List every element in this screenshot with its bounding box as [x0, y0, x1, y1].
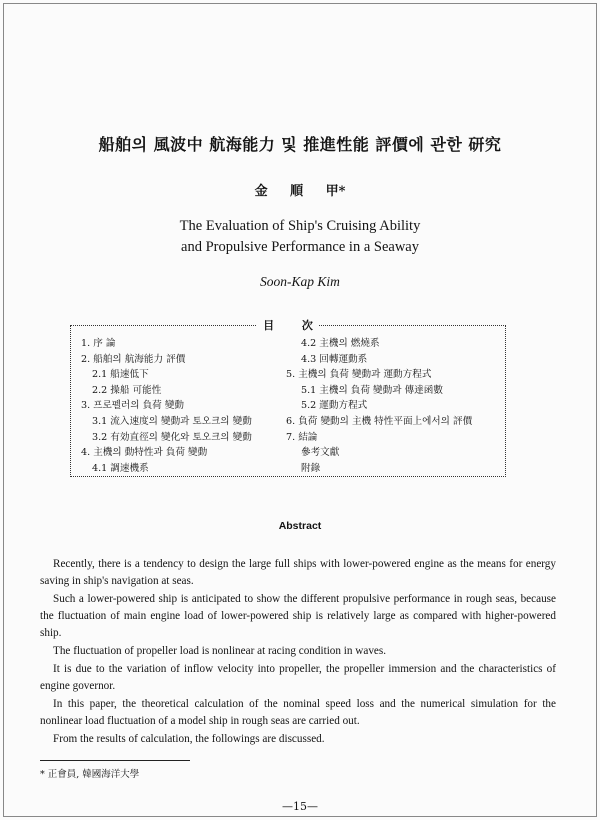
abstract-paragraph: In this paper, the theoretical calculation of the nominal speed loss and the numerical simulation for the nonlinear load fluctuation of a model ship in rough seas are carried out.	[40, 698, 556, 727]
table-of-contents	[70, 319, 506, 477]
abstract-body	[40, 556, 556, 749]
toc-item: 4.3 回轉運動系	[301, 353, 368, 365]
toc-item: 4.1 調速機系	[92, 462, 149, 474]
toc-item: 5. 主機의 負荷 變動과 運動方程式	[286, 369, 432, 381]
toc-item: 3. 프로펠러의 負荷 變動	[81, 400, 185, 412]
toc-item: 5.1 主機의 負荷 變動과 傳達函數	[301, 384, 443, 396]
abstract-paragraph: It is due to the variation of inflow velocity into propeller, the propeller immersion and the characteristics of engine governor.	[40, 663, 556, 692]
toc-item: 6. 負荷 變動의 主機 特性平面上에서의 評價	[286, 415, 473, 427]
toc-item: 7. 結論	[286, 431, 318, 443]
toc-item: 1. 序 論	[81, 338, 116, 349]
toc-item: 3.2 有効直徑의 變化와 토오크의 變動	[92, 431, 252, 443]
toc-item: 3.1 流入速度의 變動과 토오크의 變動	[92, 415, 252, 427]
toc-item: 2.2 操船 可能性	[92, 384, 162, 396]
toc-heading: 目 次	[71, 317, 505, 333]
author-name-english: Soon-Kap Kim	[260, 274, 340, 289]
abstract-paragraph: Recently, there is a tendency to design the large full ships with lower-powered engine as the means for energy saving in ship's navigation at seas.	[40, 558, 556, 587]
paper-title-english	[0, 216, 600, 258]
abstract-paragraph: From the results of calculation, the followings are discussed.	[53, 733, 325, 745]
toc-left-column	[81, 336, 291, 476]
abstract-heading: Abstract	[278, 520, 322, 532]
footnote-rule	[40, 760, 190, 761]
footnote: * 正會員, 韓國海洋大學	[40, 769, 140, 780]
page-number: —15—	[282, 800, 318, 813]
title-english-line-1: The Evaluation of Ship's Cruising Ability	[179, 218, 421, 234]
toc-item: 參考文獻	[301, 447, 340, 459]
author-name-korean: 金 順 甲*	[254, 184, 346, 199]
toc-right-column	[286, 336, 501, 476]
toc-item: 附錄	[301, 462, 321, 474]
toc-item: 2.1 船速低下	[92, 369, 149, 381]
abstract-paragraph: The fluctuation of propeller load is nonlinear at racing condition in waves.	[53, 645, 387, 657]
toc-item: 5.2 運動方程式	[301, 400, 368, 412]
toc-item: 4. 主機의 動特性과 負荷 變動	[81, 447, 208, 459]
abstract-paragraph: Such a lower-powered ship is anticipated to show the different propulsive performance in rough seas, because the fluctuation of main engine load of lower-powered ship is relatively large as compared with higher-powered ship.	[40, 593, 556, 639]
toc-item: 2. 船舶의 航海能力 評價	[81, 353, 186, 365]
title-english-line-2: and Propulsive Performance in a Seaway	[181, 239, 419, 255]
toc-item: 4.2 主機의 燃燒系	[301, 338, 380, 349]
paper-title-korean: 船舶의 風波中 航海能力 및 推進性能 評價에 관한 研究	[98, 135, 502, 154]
